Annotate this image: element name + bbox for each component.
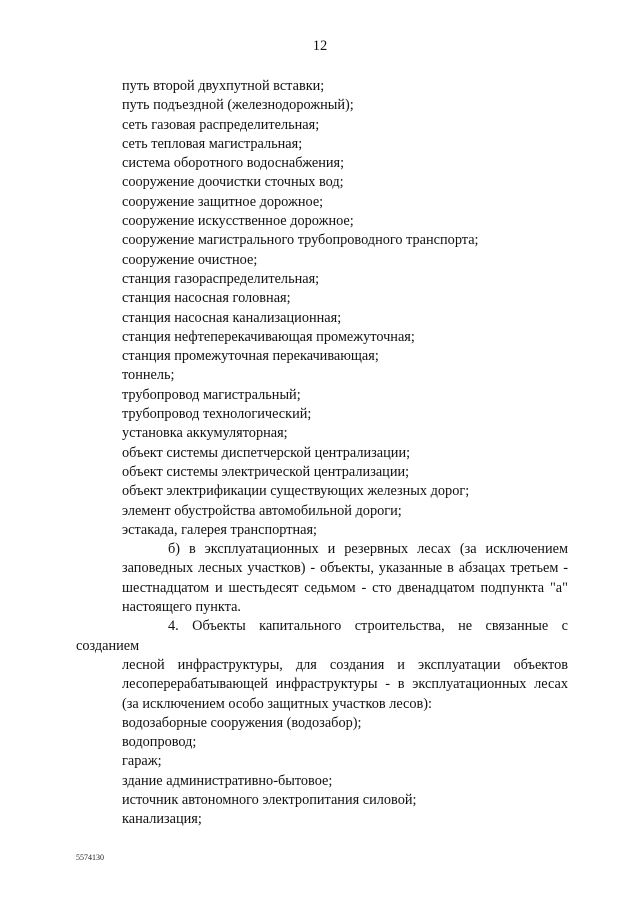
list-item: тоннель; [122, 367, 175, 384]
list-item: водозаборные сооружения (водозабор); [122, 714, 362, 731]
list-item: объект системы диспетчерской централизации; [122, 444, 411, 461]
paragraph-line: 4. Объекты капитального строительства, не связанные с созданием [76, 618, 568, 654]
document-body [76, 77, 568, 830]
paragraph-line: лесной инфраструктуры, для создания и эксплуатации объектов [122, 656, 568, 673]
paragraph-line: б) в эксплуатационных и резервных лесах (за исключением [168, 541, 568, 558]
object-list-a [76, 77, 568, 540]
list-item: гараж; [122, 753, 162, 770]
list-item: источник автономного электропитания силовой; [122, 791, 417, 808]
list-item: станция нефтеперекачивающая промежуточная; [122, 328, 415, 345]
list-item: станция промежуточная перекачивающая; [122, 348, 379, 365]
list-item: установка аккумуляторная; [122, 425, 288, 442]
list-item: трубопровод магистральный; [122, 386, 301, 403]
paragraph-4 [76, 617, 568, 713]
list-item: станция газораспределительная; [122, 270, 320, 287]
paragraph-line: лесоперерабатывающей инфраструктуры - в эксплуатационных лесах [122, 676, 568, 693]
list-item: сооружение защитное дорожное; [122, 193, 324, 210]
list-item: сооружение очистное; [122, 251, 258, 268]
list-item: система оборотного водоснабжения; [122, 155, 345, 172]
list-item: путь второй двухпутной вставки; [122, 78, 325, 94]
paragraph-b [76, 540, 568, 617]
list-item: станция насосная головная; [122, 290, 291, 307]
list-item: станция насосная канализационная; [122, 309, 342, 326]
list-item: сооружение доочистки сточных вод; [122, 174, 344, 191]
list-item: сеть газовая распределительная; [122, 116, 320, 133]
paragraph-line: (за исключением особо защитных участков лесов): [122, 695, 433, 712]
list-item: канализация; [122, 811, 202, 828]
paragraph-line: настоящего пункта. [122, 599, 241, 616]
page-number: 12 [312, 38, 328, 54]
list-item: путь подъездной (железнодорожный); [122, 97, 354, 114]
list-item: элемент обустройства автомобильной дороги; [122, 502, 402, 519]
list-item: трубопровод технологический; [122, 406, 312, 423]
list-item: сооружение магистрального трубопроводного транспорта; [122, 232, 479, 249]
list-item: эстакада, галерея транспортная; [122, 521, 318, 538]
list-item: водопровод; [122, 734, 197, 751]
object-list-4 [76, 714, 568, 830]
paragraph-line: заповедных лесных участков) - объекты, указанные в абзацах третьем - [122, 560, 568, 577]
list-item: сеть тепловая магистральная; [122, 135, 303, 152]
list-item: объект системы электрической централизации; [122, 463, 410, 480]
document-code: 5574130 [76, 853, 104, 862]
list-item: объект электрификации существующих железных дорог; [122, 483, 470, 500]
list-item: сооружение искусственное дорожное; [122, 213, 354, 230]
list-item: здание административно-бытовое; [122, 772, 333, 789]
paragraph-line: шестнадцатом и шестьдесят седьмом - сто двенадцатом подпункта "а" [122, 579, 568, 596]
